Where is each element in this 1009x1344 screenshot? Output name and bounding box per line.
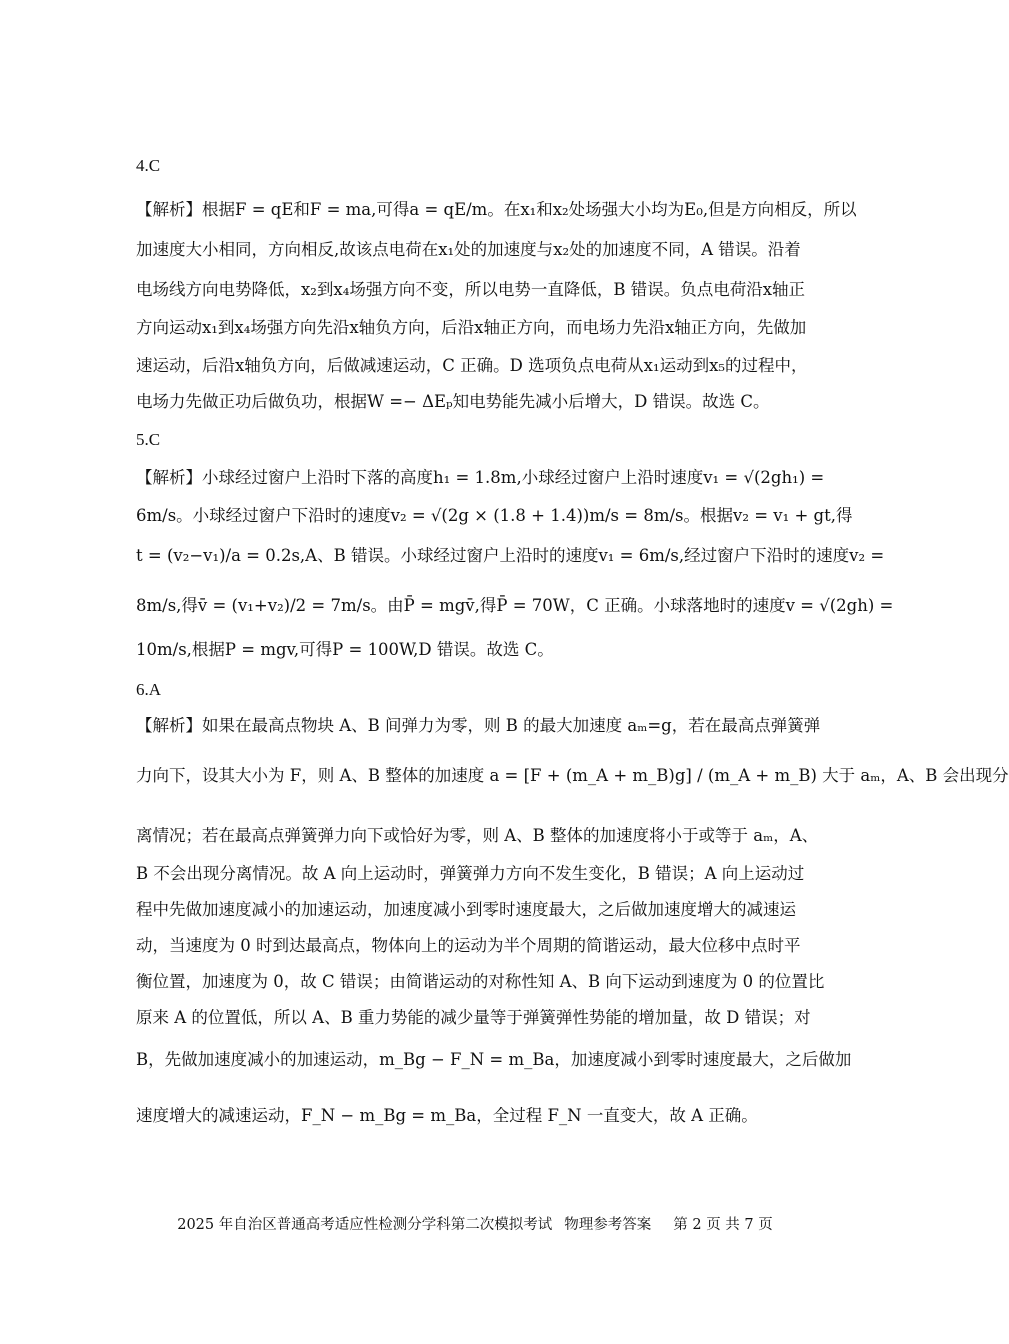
footer-page-number: 第 2 页 共 7 页 — [673, 1217, 773, 1233]
q4-number: 4.C — [136, 156, 161, 175]
q6-line-9: B，先做加速度减小的加速运动，m_Bg − F_N = m_Ba，加速度减小到零时速度最大，之后做加 — [136, 1050, 852, 1069]
q6-line-7: 衡位置，加速度为 0，故 C 错误；由简谐运动的对称性知 A、B 向下运动到速度为 0 的位置比 — [136, 972, 825, 991]
q5-line-4: 8m/s,得v̄ = (v₁+v₂)/2 = 7m/s。由P̄ = mgv̄,得P̄ = 70W，C 正确。小球落地时的速度v = √(2gh) = — [136, 596, 894, 615]
q6-line-3: 离情况；若在最高点弹簧弹力向下或恰好为零，则 A、B 整体的加速度将小于或等于 aₘ，A、 — [136, 826, 819, 845]
q5-line-1: 【解析】小球经过窗户上沿时下落的高度h₁ = 1.8m,小球经过窗户上沿时速度v₁ = √(2gh₁) = — [136, 468, 825, 487]
q4-line-1: 【解析】根据F = qE和F = ma,可得a = qE/m。在x₁和x₂处场强大小均为E₀,但是方向相反，所以 — [136, 200, 857, 219]
q5-line-3: t = (v₂−v₁)/a = 0.2s,A、B 错误。小球经过窗户上沿时的速度v₁ = 6m/s,经过窗户下沿时的速度v₂ = — [136, 546, 885, 565]
q4-line-2: 加速度大小相同，方向相反,故该点电荷在x₁处的加速度与x₂处的加速度不同，A 错误。沿着 — [136, 240, 801, 259]
q6-line-4: B 不会出现分离情况。故 A 向上运动时，弹簧弹力方向不发生变化，B 错误；A 向上运动过 — [136, 864, 805, 883]
q6-line-1: 【解析】如果在最高点物块 A、B 间弹力为零，则 B 的最大加速度 aₘ=g，若在最高点弹簧弹 — [136, 716, 821, 735]
q4-line-3: 电场线方向电势降低，x₂到x₄场强方向不变，所以电势一直降低，B 错误。负点电荷沿x轴正 — [136, 280, 806, 299]
q6-number: 6.A — [136, 680, 162, 699]
q6-line-8: 原来 A 的位置低，所以 A、B 重力势能的减少量等于弹簧弹性势能的增加量，故 D 错误；对 — [136, 1008, 811, 1027]
q6-line-2: 力向下，设其大小为 F，则 A、B 整体的加速度 a = [F + (m_A + m_B)g] / (m_A + m_B) 大于 aₘ，A、B 会出现分 — [136, 766, 1009, 785]
q5-line-2: 6m/s。小球经过窗户下沿时的速度v₂ = √(2g × (1.8 + 1.4))m/s = 8m/s。根据v₂ = v₁ + gt,得 — [136, 506, 853, 525]
q6-line-6: 动，当速度为 0 时到达最高点，物体向上的运动为半个周期的简谐运动，最大位移中点时平 — [136, 936, 801, 955]
footer-exam-title: 2025 年自治区普通高考适应性检测分学科第二次模拟考试 — [177, 1217, 553, 1233]
q4-line-6: 电场力先做正功后做负功，根据W =− ΔEₚ知电势能先减小后增大，D 错误。故选 C。 — [136, 392, 770, 411]
footer-subject: 物理参考答案 — [564, 1217, 652, 1233]
q6-line-10: 速度增大的减速运动，F_N − m_Bg = m_Ba，全过程 F_N 一直变大，故 A 正确。 — [136, 1106, 758, 1125]
q4-line-4: 方向运动x₁到x₄场强方向先沿x轴负方向，后沿x轴正方向，而电场力先沿x轴正方向，先做加 — [136, 318, 807, 337]
q4-line-5: 速运动，后沿x轴负方向，后做减速运动，C 正确。D 选项负点电荷从x₁运动到x₅的过程中， — [136, 356, 808, 375]
q6-line-5: 程中先做加速度减小的加速运动，加速度减小到零时速度最大，之后做加速度增大的减速运 — [136, 900, 796, 919]
q5-line-5: 10m/s,根据P = mgv,可得P = 100W,D 错误。故选 C。 — [136, 640, 554, 659]
page-footer — [0, 1216, 950, 1234]
q5-number: 5.C — [136, 430, 161, 449]
